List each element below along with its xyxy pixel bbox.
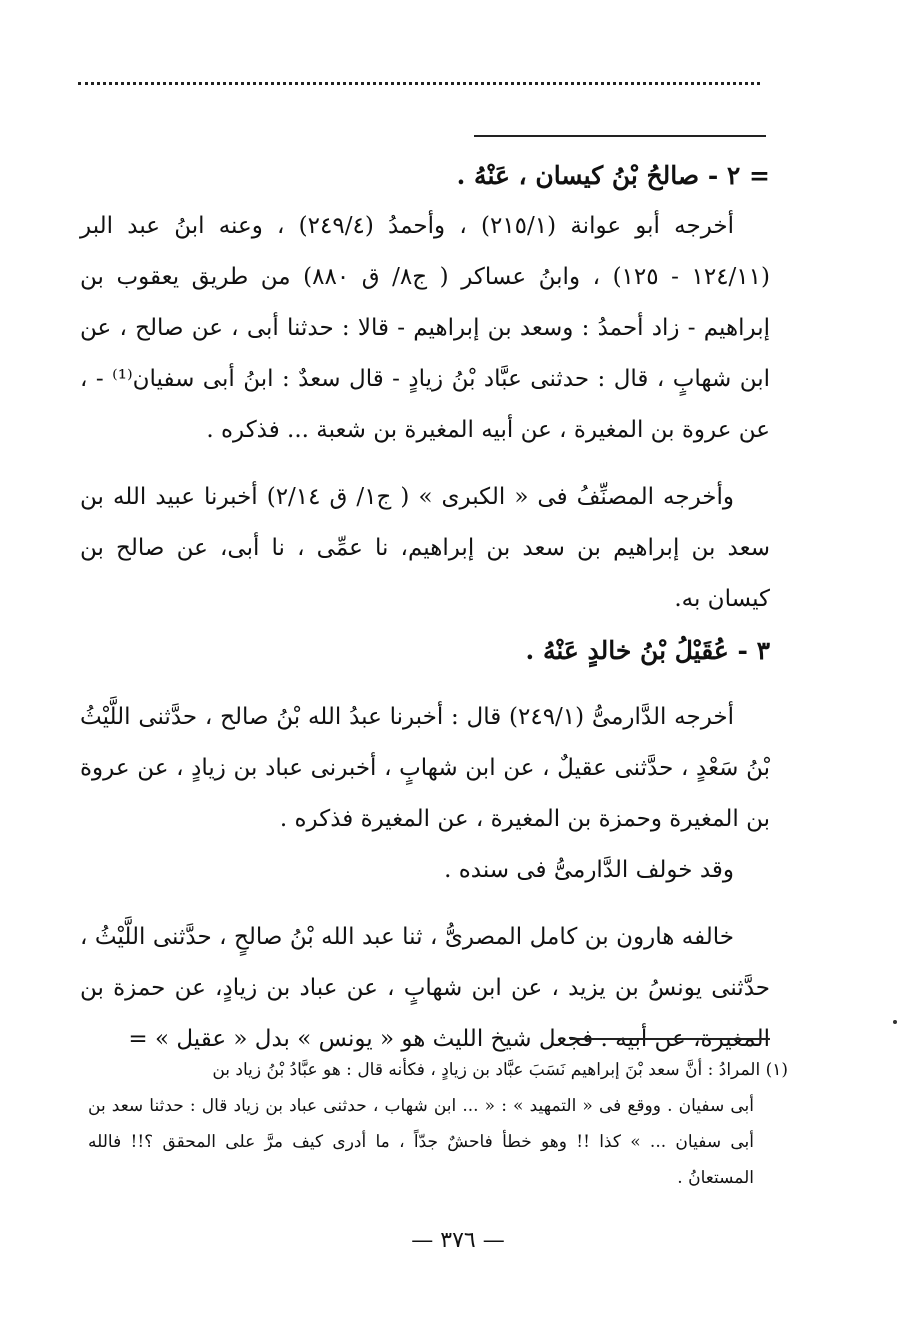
section-heading-3: ٣ - عُقَيْلُ بْنُ خالدٍ عَنْهُ .: [525, 636, 770, 665]
section-heading-2: = ٢ - صالحُ بْنُ كيسان ، عَنْهُ .: [456, 161, 770, 190]
top-rule: [474, 135, 766, 137]
footnote-rule: [570, 1038, 770, 1040]
top-dotted-divider: [78, 82, 760, 85]
paragraph: وأخرجه المصنِّفُ فى « الكبرى » ( ج١/ ق ٢/١٤) أخبرنا عبيد الله بن سعد بن إبراهيم بن سعد بن إبراهيم، نا عمِّى ، نا أبى، عن صالح بن كيسان به.: [80, 484, 770, 612]
footnote-continuation: أبى سفيان . ووقع فى « التمهيد » : « ... ابن شهاب ، حدثنى عباد بن زياد قال : حدثنا سعد بن أبى سفيان ... » كذا !! وهو خطأ فاحشٌ جدّاً ، ما أدرى كيف مرَّ على المحقق ؟!! فالله المستعانُ .: [88, 1096, 754, 1188]
paragraph: أخرجه الدَّارمىُّ (٢٤٩/١) قال : أخبرنا عبدُ الله بْنُ صالح ، حدَّثنى اللَّيْثُ بْنُ سَعْدٍ ، حدَّثنى عقيلٌ ، عن ابن شهابٍ ، أخبرنى عباد بن زيادٍ ، عن عروة بن المغيرة وحمزة بن المغيرة ، عن المغيرة فذكره .: [80, 704, 770, 832]
paragraph: أخرجه أبو عوانة (٢١٥/١) ، وأحمدُ (٢٤٩/٤) ، وعنه ابنُ عبد البر (١٢٤/١١ - ١٢٥) ، وابنُ عساكر ( ج٨/ ق ٨٨٠) من طريق يعقوب بن إبراهيم - زاد أحمدُ : وسعد بن إبراهيم - قالا : حدثنا أبى ، عن صالح ، عن ابن شهابٍ ، قال : حدثنى عبَّاد بْنُ زيادٍ - قال سعدٌ : ابنُ أبى سفيان⁽¹⁾ - ، عن عروة بن المغيرة ، عن أبيه المغيرة بن شعبة ... فذكره .: [80, 213, 770, 443]
page-number: — ٣٧٦ —: [411, 1228, 505, 1253]
footnote: [88, 1052, 788, 1196]
main-text: [80, 150, 770, 1065]
footnote-first-line: (١) المرادُ : أنَّ سعد بْنَ إبراهيم نَسَبَ عبَّاد بن زيادٍ ، فكأنه قال : هو عبَّادُ بْنُ زياد بن: [212, 1060, 788, 1080]
paragraph: خالفه هارون بن كامل المصرىُّ ، ثنا عبد الله بْنُ صالحٍ ، حدَّثنى اللَّيْثُ ، حدَّثنى يونسُ بن يزيد ، عن ابن شهابٍ ، عن عباد بن زيادٍ، عن حمزة بن المغيرة، عن أبيه . فجعل شيخ الليث هو « يونس » بدل « عقيل » =: [80, 924, 770, 1052]
margin-mark: [893, 1020, 897, 1024]
paragraph: وقد خولف الدَّارمىُّ فى سنده .: [444, 857, 734, 883]
